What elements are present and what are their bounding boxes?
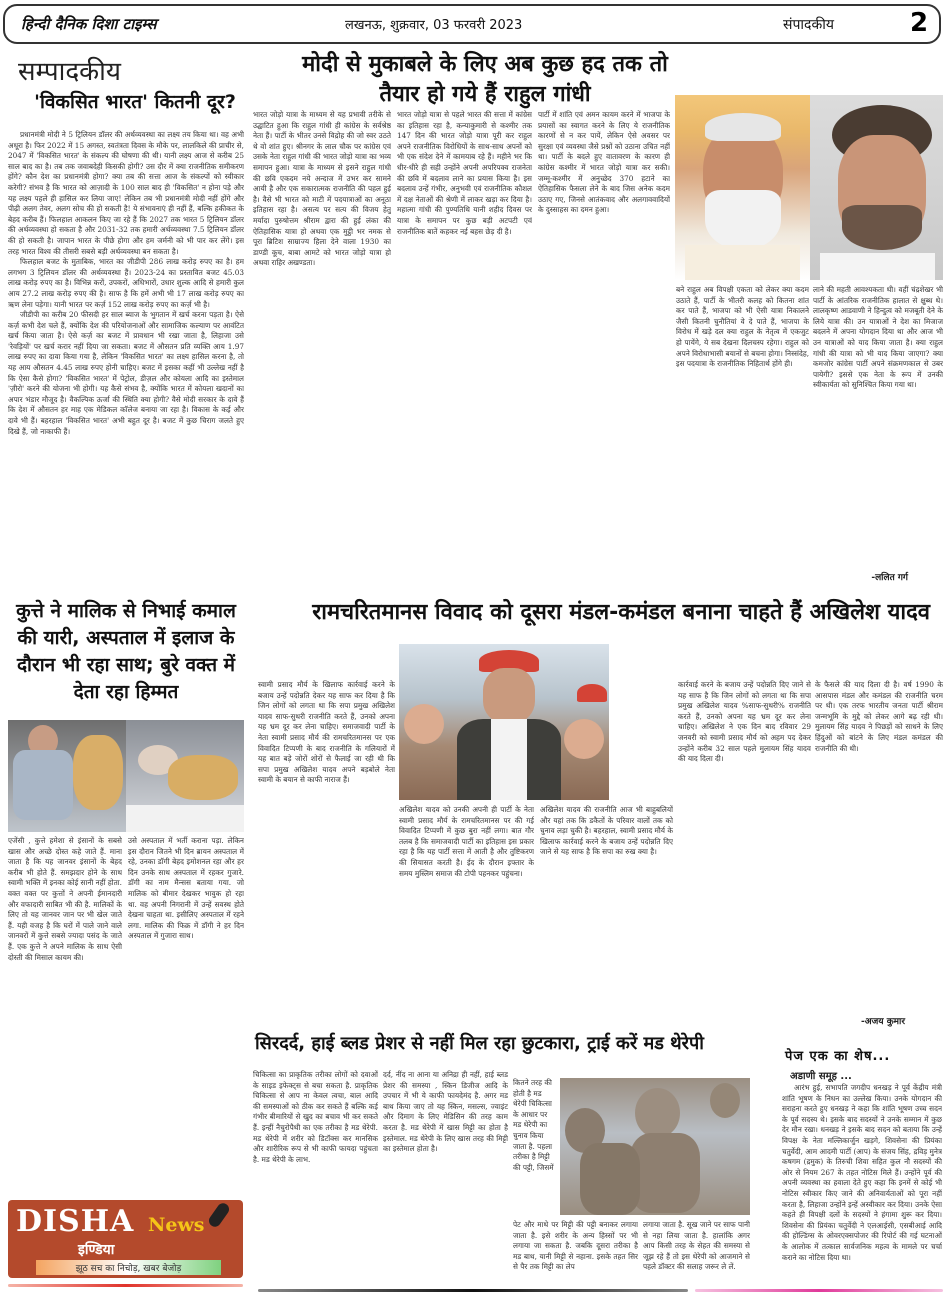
akhilesh-byline: -अजय कुमार — [861, 1017, 905, 1027]
editorial-section-label: सम्पादकीय — [18, 57, 121, 87]
mud-column-1: चिकित्सा का प्राकृतिक तरीका लोगों को दवाओं के साइड इफेक्ट्स से बचा सकता है. प्राकृतिक चिकित्सा से आप ना केवल त्वचा, बाल आदि की समस्याओं को ठीक कर सकते हैं बल्कि कई गंभीर बीमारियों से खुद का बचाव भी कर सकते हैं. इन्हीं नैचुरोपैथी का एक तरीका है मड थेरेपी. मड थेरेपी में शरीर को डिटॉक्स कर मानसिक और शारीरिक रूप से भी काफी फायदा पहुंचता है. मड थेरेपी के लाभ. — [253, 1070, 378, 1164]
dog-column-2: उसे अस्पताल में भर्ती कराना पड़ा. लेकिन इस दौरान जितने भी दिन ब्रायन अस्पताल में रहे, उनका डॉगी बेहद इमोशनल रहा और हर दिन उनके साथ अस्पताल में रहकर गुजारे. डॉगी का नाम मैन्सस बताया गया. जो मालिक को बीमार देखकर भावुक हो रहा था. वह अपनी निगरानी में उन्हें सवस्थ होते देखना चाहता था. इसीलिए अस्पताल में रहने लगा. मालिक की फिक्र में डॉगी ने हर दिन अस्पताल में गुजारा साथ। — [128, 836, 244, 941]
masthead — [3, 4, 941, 44]
disha-news-ad — [8, 1200, 243, 1278]
dateline: लखनऊ, शुक्रवार, 03 फरवरी 2023 — [345, 18, 523, 33]
dog-column-1: एजेंसी , कुत्ते हमेशा से इंसानों के सबसे खास और अच्छे दोस्त कहे जाते हैं. माना जाता है कि यह जानवर इंसानों के बेहद करीब भी होते हैं. समझदार होने के साथ स्वामी भक्ति में इनका कोई सानी नहीं होता. वक्त वक्त पर कुत्तों ने अपनी ईमानदारी और वफादारी साबित भी की है. मालिकों के लिए तो यह जानवर जान पर भी खेल जाते हैं. यही वजह है कि घरों में पाले जाने वाले जानवरों में कुत्ते सबसे ज्यादा पसंद के जाते हैं. एक कुत्ते ने अपने मालिक के साथ ऐसी दोस्ती की मिसाल कायम की। — [8, 836, 122, 962]
continued-label: पेज एक का शेष... — [785, 1049, 891, 1064]
ad-brand-sub: News — [148, 1214, 205, 1236]
paper-name: हिन्दी दैनिक दिशा टाइम्स — [21, 15, 157, 33]
ad-brand-main: DISHA — [16, 1204, 135, 1239]
akhilesh-photo — [399, 644, 609, 800]
mud-rule — [258, 1289, 688, 1292]
rahul-column-5: लाने की महती आवश्यकता थी। वहीं चंद्रशेखर भी पार्टी के आंतरिक राजनीतिक हालात से क्षुब्ध थे। लालकृष्ण आडवाणी ने हिन्दुत्व को मजबूती देने के लिये यात्रा की। उन यात्राओं ने देश का मिजाज बदलने में अपना योगदान दिया था और आज भी उन यात्राओं को याद किया जाता है। क्या राहुल गांधी की यात्रा को भी याद किया जाएगा? क्या कमजोर कांग्रेस पार्टी अपने संक्रमणकाल से उबर पायेगी? इससे एक नेता के रूप में उनकी स्वीकार्यता को सुनिश्चित किया गया था। — [813, 285, 943, 390]
continued-rule — [695, 1289, 943, 1292]
mud-column-2: दर्द, नींद ना आना या अनिद्रा ही नहीं, हाई ब्लड प्रेशर की समस्या , स्किन डिजीज आदि के उपचार में भी ये काफी फायदेमंद है. अगर मड बाथ किया जाए तो यह स्किन, मसल्स, ज्वाइंट और दिमाग के लिए मेडिसिन की तरह काम करता है. मड थेरेपी में खास मिट्टी का होता है इस्तेमाल. मड थेरेपी के लिए खास तरह की मिट्टी का इस्तेमाल होता है। — [383, 1070, 508, 1154]
ad-rule — [8, 1284, 243, 1287]
mud-headline: सिरदर्द, हाई ब्लड प्रेशर से नहीं मिल रहा छुटकारा, ट्राई करें मड थेरेपी — [255, 1033, 704, 1054]
mud-column-4: पेट और माथे पर मिट्टी की पट्टी बनाकर लगाया जाता है. इसे शरीर के अन्य हिस्सों पर भी लगाया जा सकता है. जबकि दूसरा तरीका है मड बाथ, यानी मिट्टी से नहाना. इसके तहत सिर से पैर तक मिट्टी का लेप — [513, 1220, 638, 1272]
dog-headline: कुत्ते ने मालिक से निभाई कमाल की यारी, अस्पताल में इलाज के दौरान भी रहा साथ; बुरे वक्त में देता रहा हिम्मत — [16, 600, 236, 703]
section-name: संपादकीय — [783, 17, 834, 33]
modi-photo — [675, 95, 810, 280]
page-number: 2 — [910, 8, 929, 38]
rahul-column-1: भारत जोड़ो यात्रा के माध्यम से यह प्रभावी तरीके से उद्घाटित हुआ कि राहुल गांधी ही कांग्रेस के सर्वश्रेष्ठ नेता हैं। पार्टी के भीतर उनसे विद्रोह की जो स्वर उठते थे वो शांत हुए। श्रीनगर के लाल चौक पर कांग्रेस एवं उसके नेता राहुल गांधी की भारत जोड़ो यात्रा का भव्य समापन हुआ। यात्रा के माध्यम से इसने राहुल गांधी की छवि एकदम नये अन्दाज में उभर कर सामने आयी है और एक सकारात्मक राजनीति की पहल हुई है। वैसे भी भारत को माटी में पदयात्राओं का अनूठा इतिहास रहा है। असत्य पर सत्य की विजय हेतु मर्यादा पुरुषोत्तम श्रीराम द्वारा की हुई लंका की ऐतिहासिक यात्रा हो अथवा एक मुट्ठी भर नमक से पूरा ब्रिटिश साम्राज्य हिला देने वाला 1930 का डाण्डी कूच, बाबा आमटे को भारत जोड़ो यात्रा हो अथवा राहिर अखण्डता। — [253, 110, 391, 268]
akhilesh-column-2: अखिलेश यादव को उनकी अपनी ही पार्टी के नेता स्वामी प्रसाद मौर्य के रामचरितमानस पर की गई विवादित टिप्पणी में कुछ बुरा नहीं लगा। बात गौर तलब है कि समाजवादी पार्टी का इतिहास इस प्रकार रहा है कि यह पार्टी सत्ता में आती है और तुष्टिकरण की सियासत करती है। ईद के दौरान इफ्तार के समय मुस्लिम समाज की टोपी पहनकर पहुंचना। — [399, 805, 534, 878]
microphone-icon — [207, 1201, 232, 1229]
editorial-paragraph: प्रधानमंत्री मोदी ने 5 ट्रिलियन डॉलर की अर्थव्यवस्था का लक्ष्य तय किया था। वह अभी अधूरा है। फिर 2022 में 15 अगस्त, स्वतंत्रता दिवस के मौके पर, लालकिले की प्राचीर से, 2047 में 'विकसित भारत' के संकल्प की घोषणा की थी। यानी लक्ष्य आज से करीब 25 साल बाद का है। तब तक जवाबदेही किसकी होगी? उस दौर में क्या राजनीतिक समीकरण होंगे? कौन देश का प्रधानमंत्री होगा? क्या तब की सत्ता आज के संकल्पों को स्वीकार करेगी? संभव है कि भारत को आज़ादी के 100 साल बाद ही 'विकसित' न होना पड़े और यह लक्ष्य पहले ही हासिल कर लिया जाए! लेकिन तब भी प्रधानमंत्री मोदी नहीं होंगे और पीढ़ी अलग तेवर, अलग सोच की हो सकती है! ये संभावनाएं ही नहीं हैं, बल्कि हकीकत के बेहद करीब हैं। फिलहाल आकलन किए जा रहे हैं कि 2027 तक भारत 5 ट्रिलियन डॉलर की अर्थव्यवस्था हो सकता है और 2031-32 तक हमारी अर्थव्यवस्था 7.5 ट्रिलियन डॉलर की हो सकती है। जापान भारत के पीछे होगा और हम जर्मनी को भी पार कर लेंगे। इस तरह भारत विश्व की तीसरी सबसे बड़ी अर्थव्यवस्था बन सकता है। — [8, 130, 244, 256]
mud-photo — [560, 1078, 750, 1215]
rahul-column-4: बने राहुल अब विपक्षी एकता को लेकर क्या कदम उठाते हैं, पार्टी के भीतरी कलह को कितना शांत कर पाते हैं, भाजपा को भी ऐसी यात्रा निकालने जैसी कितनी चुनौतियां वे दे पाते हैं, भाजपा के विरोध में खड़े दल क्या राहुल के नेतृत्व में एकजुट हो पायेंगे, ये सब देखना दिलचस्प रहेगा। राहुल को अपने विरोधाभासी बयानों से बचना होगा। निस्संदेह, इस पदयात्रा के राजनीतिक निहितार्थ होंगे ही। — [676, 285, 809, 369]
akhilesh-headline: रामचरितमानस विवाद को दूसरा मंडल-कमंडल बनाना चाहते हैं अखिलेश यादव — [312, 600, 930, 625]
editorial-body — [8, 130, 244, 570]
editorial-paragraph: फिलहाल बजट के मुताबिक, भारत का जीडीपी 286 लाख करोड़ रुपए का है। हम लगभग 3 ट्रिलियन डॉलर की अर्थव्यवस्था हैं। 2023-24 का प्रस्तावित बजट 45.03 लाख करोड़ रुपए का है। विभिन्न करों, उपकरों, अधिभारों, उधार शुल्क आदि से हमारी कुल आय 27.2 लाख करोड़ रुपए की है। साफ है कि हमें अभी भी 17 लाख करोड़ रुपए का ऋण लेना पड़ेगा। यानी भारत पर कर्ज़ 152 लाख करोड़ रुपए का कर्ज़ भी है। — [8, 257, 244, 309]
continued-body — [782, 1083, 942, 1283]
continued-paragraph: आरंभ हुई, सभापति जगदीप धनखड़ ने पूर्व केंद्रीय मंत्री शांति भूषण के निधन का उल्लेख किया। उनके योगदान की सराहना करते हुए धनखड़ ने कहा कि शांति भूषण उच्च सदन के पूर्व सदस्य थे। इसके बाद सदस्यों ने उनके सम्मान में कुछ देर मौन रखा। धनखड़ ने इसके बाद सदन को बताया कि उन्हें विपक्ष के नेता मल्लिकार्जुन खड़गे, शिवसेना की प्रियंका चतुर्वेदी, आम आदमी पार्टी (आप) के संजय सिंह, द्रविड़ मुनेत्र कषगम (द्रमुक) के तिरुची शिवा सहित कुल नौ सदस्यों की ओर से नियम 267 के तहत नोटिस मिले हैं। उन्होंने पूर्व की अपनी व्यवस्था का हवाला देते हुए कहा कि इनमें से कोई भी नोटिस स्वीकार किए जाने की अनिवार्यताओं को पूरा नहीं करता है, लिहाजा उन्होंने इन्हें अस्वीकार कर दिया। उनके ऐसा कहते ही विपक्षी दलों के सदस्यों ने हंगामा शुरू कर दिया। शिवसेना की प्रियंका चतुर्वेदी ने एलआईसी, एसबीआई आदि की होल्डिंग्स के ओवरएक्सपोजर की रिपोर्ट की गई घटनाओं के आलोक में तत्काल सार्वजनिक महत्व के मामले पर चर्चा कराने का नोटिस दिया था। — [782, 1083, 942, 1262]
rahul-column-2: भारत जोड़ो यात्रा से पहले भारत की सत्ता में कांग्रेस का इतिहास रहा है, कन्याकुमारी से कश्मीर तक 147 दिन की भारत जोड़ो यात्रा पूरी कर राहुल अपने राजनीतिक विरोधियों के साथ-साथ अपनों को भी एक संदेश देने में कामयाब रहे हैं। महीने भर कि धीर-धीरे ही सही उन्होंने अपनी अपरिपक्व राजनेता की छवि में बदलाव लाने का प्रयास किया है। इस बदलाव उन्हें गंभीर, अनुभवी एवं राजनीतिक कौशल में दक्ष नेताओं की श्रेणी में लाकर खड़ा कर दिया है। महात्मा गांधी की पुण्यतिथि यानी शहीद दिवस पर यात्रा के समापन पर कुछ बड़ी अटपटी एवं राजनीतिक बातें कहकर नई बहस छेड़ दी है। — [397, 110, 532, 236]
rahul-byline: -ललित गर्ग — [871, 573, 908, 583]
rahul-headline: मोदी से मुकाबले के लिए अब कुछ हद तक तो तैयार हो गये हैं राहुल गांधी — [302, 52, 668, 107]
dog-photo — [8, 720, 244, 832]
ad-brand-hindi: इण्डिया — [78, 1242, 115, 1258]
editorial-paragraph: जीडीपी का करीब 20 फीसदी हर साल ब्याज के भुगतान में खर्च करना पड़ता है। ऐसे कर्ज़ कभी देश चले हैं, क्योंकि देश की परियोजनाओं और सामाजिक कल्याण पर आवंटित खर्च किया जाता है। ऐसे कर्ज़ का बजट में प्रावधान भी रखा जाता है, लिहाजा उसे 'रेवड़ियों' पर खर्च करार नहीं दिया जा सकता। बजट में औसतन प्रति व्यक्ति आय 1.97 लाख रुपए का दावा किया गया है, लेकिन 'विकसित भारत' का लक्ष्य हासिल करना है, तो यह आय औसतन 4.45 लाख रुपए होनी चाहिए। बजट में इसका कहीं भी उल्लेख नहीं है कि ऐसा कैसे होगा? 'विकसित भारत' में पेट्रोल, डीज़ल और कोयला आदि का इस्तेमाल 'ज़ीरो' करने की योजना भी होगी। यह कैसे संभव है, क्योंकि भारत में कोयला खदानों का अपार भंडार मौजूद है। वैकल्पिक ऊर्जा की स्थिति क्या होगी? वैसे मोदी सरकार के दावे हैं कि देश में औसतन हर माह एक मेडिकल कॉलेज बनाया जा रहा है। विकास के कई और दावे भी हैं। बहरहाल 'विकसित भारत' अभी बहुत दूर है। बजट में कुछ चिराग जलते हुए दिखे हैं, जो नाकाफी हैं। — [8, 310, 244, 436]
mud-column-5: लगाया जाता है. सूख जाने पर साफ पानी से नहा लिया जाता है. हालांकि अगर आप किसी तरह के सेहत की समस्या से जूझ रहे हैं तो इस थेरेपी को आजमाने से पहले डॉक्टर की सलाह जरूर ले लें. — [643, 1220, 750, 1272]
ad-tagline: झूठ सच का निचोड़, खबर बेजोड़ — [36, 1260, 221, 1275]
rahul-column-3: पार्टी में शांति एवं अमन कायम करने में भाजपा के प्रयासों का स्वागत करने के लिए ये राजनीतिक कारणों से न कर पायें, लेकिन ऐसे अवसर पर सुरक्षा एवं व्यवस्था जैसे प्रश्नों को उठाना उचित नहीं था। पार्टी के बदले हुए वातावरण के कारण ही कांग्रेस कश्मीर में भारत जोड़ो यात्रा कर सकी। जम्मू-कश्मीर में अनुच्छेद 370 हटाने का ऐतिहासिक फैसला लेने के बाद जिस अनेक कदम उठाए गए, जिनसे आतंकवाद और अलगाववादियों के दुस्साहस का दमन हुआ। — [538, 110, 670, 215]
akhilesh-column-1: स्वामी प्रसाद मौर्य के खिलाफ कार्रवाई करने के बजाय उन्हें पदोन्नति देकर यह साफ कर दिया है कि जिन लोगों को लगता था कि सपा प्रमुख अखिलेश यादव साफ-सुथरी राजनीति करते हैं, उनको अपना यह भ्रम दूर कर लेना चाहिए। समाजवादी पार्टी के नेता स्वामी प्रसाद मौर्य की रामचरितमानस पर एक विवादित टिप्पणी के बाद राजनीति के गलियारों में यह बात बड़े जोरों शोरों से फैलाई जा रही थी कि सपा प्रमुख अखिलेश यादव अपने बड़बोले नेता स्वामी के बयान से काफी नाराज हैं। — [258, 680, 395, 785]
akhilesh-column-3: अखिलेश यादव की राजनीति आज भी बाहुबलियों और यहां तक कि डकैतों के परिवार वालों तक को चुनाव लड़ा चुकी है। बहरहाल, स्वामी प्रसाद मौर्य के खिलाफ कार्रवाई करने के बजाय उन्हें पदोन्नति दिए जाने से यह साफ है कि सपा का रुख क्या है। — [540, 805, 673, 857]
rahul-photo — [810, 95, 943, 280]
editorial-headline: 'विकसित भारत' कितनी दूर? — [34, 91, 236, 113]
continued-story-title: अडाणी समूह ... — [790, 1071, 852, 1082]
akhilesh-column-5: के फैसले की याद दिला दी है। वर्ष 1990 के आसपास मंडल और कमंडल की राजनीति चरम पर थी। एक तरफ भारतीय जनता पार्टी श्रीराम जन्मभूमि के मुद्दे को लेकर आगे बढ़ रही थी। मुलायम सिंह यादव ने पिछड़ों को साधने के लिए हिंदुओं को बांटने के लिए मंडल कमंडल की राजनीति की थी। — [815, 680, 943, 753]
akhilesh-column-4: कार्रवाई करने के बजाय उन्हें पदोन्नति दिए जाने से यह साफ है कि जिन लोगों को लगता था कि सपा प्रमुख अखिलेश यादव %साफ-सुथरी% राजनीति करते हैं, उनको अपना यह भ्रम दूर कर लेना चाहिए। अखिलेश ने एक दिन बाद रविवार 29 जनवरी को स्वामी प्रसाद मौर्य को अहम पद देकर उन्होंने करीब 32 साल पहले मुलायम सिंह यादव की याद दिला दी। — [678, 680, 811, 764]
mud-column-3: कितने तरह की होती है मड थेरेपी चिकित्सा के आधार पर मड थेरेपी का चुनाव किया जाता है. पहला तरीका है मिट्टी की पट्टी, जिसमें — [513, 1078, 554, 1172]
